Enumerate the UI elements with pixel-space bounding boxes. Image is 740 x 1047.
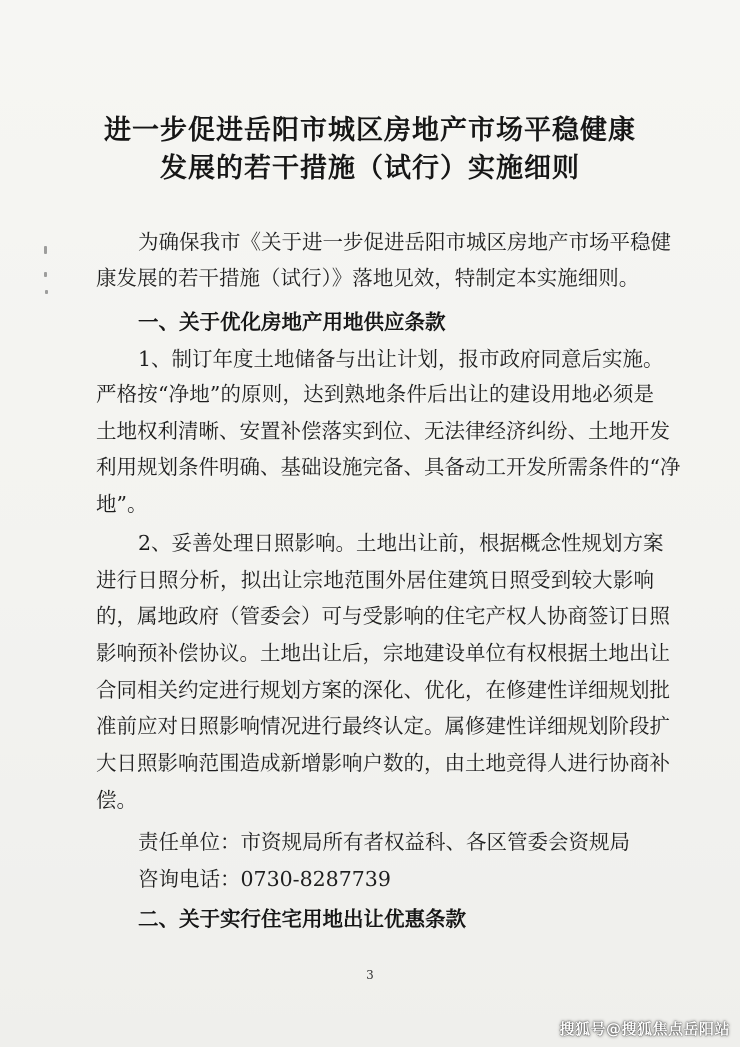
- item-2-line-6: 准前应对日照影响情况进行最终认定。属修建性详细规划阶段扩: [96, 714, 670, 738]
- item-1-line-1: 1、制订年度土地储备与出让计划，报市政府同意后实施。: [138, 347, 664, 371]
- binding-mark: [44, 246, 47, 254]
- binding-mark: [44, 272, 47, 277]
- item-2-line-5: 合同相关约定进行规划方案的深化、优化，在修建性详细规划批: [96, 678, 670, 702]
- document-title-line-2: 发展的若干措施（试行）实施细则: [160, 153, 580, 184]
- item-2-line-3: 的，属地政府（管委会）可与受影响的住宅产权人协商签订日照: [96, 604, 670, 628]
- item-1-line-4: 利用规划条件明确、基础设施完备、具备动工开发所需条件的“净: [96, 455, 681, 479]
- intro-line-2: 康发展的若干措施（试行）》落地见效，特制定本实施细则。: [96, 266, 640, 290]
- item-2-line-2: 进行日照分析，拟出让宗地范围外居住建筑日照受到较大影响: [96, 568, 654, 592]
- watermark: 搜狐号@搜狐焦点岳阳站: [559, 1020, 730, 1038]
- item-1-line-3: 土地权利清晰、安置补偿落实到位、无法律经济纠纷、土地开发: [96, 419, 670, 443]
- section-2-heading: 二、关于实行住宅用地出让优惠条款: [138, 907, 466, 931]
- binding-mark: [45, 290, 48, 294]
- page-number: 3: [366, 968, 374, 982]
- item-2-line-7: 大日照影响范围造成新增影响户数的，由土地竞得人进行协商补: [96, 751, 670, 775]
- document-title-line-1: 进一步促进岳阳市城区房地产市场平稳健康: [104, 115, 636, 146]
- item-2-line-1: 2、妥善处理日照影响。土地出让前，根据概念性规划方案: [138, 531, 664, 555]
- item-1-line-2: 严格按“净地”的原则，达到熟地条件后出让的建设用地必须是: [96, 382, 654, 406]
- intro-line-1: 为确保我市《关于进一步促进岳阳市城区房地产市场平稳健: [138, 230, 671, 254]
- item-2-line-8: 偿。: [96, 788, 137, 812]
- item-1-line-5: 地”。: [96, 492, 148, 516]
- item-2-line-4: 影响预补偿协议。土地出让后，宗地建设单位有权根据土地出让: [96, 641, 670, 665]
- responsible-unit: 责任单位：市资规局所有者权益科、各区管委会资规局: [138, 830, 630, 854]
- section-1-heading: 一、关于优化房地产用地供应条款: [138, 310, 446, 334]
- contact-phone: 咨询电话：0730-8287739: [138, 867, 391, 891]
